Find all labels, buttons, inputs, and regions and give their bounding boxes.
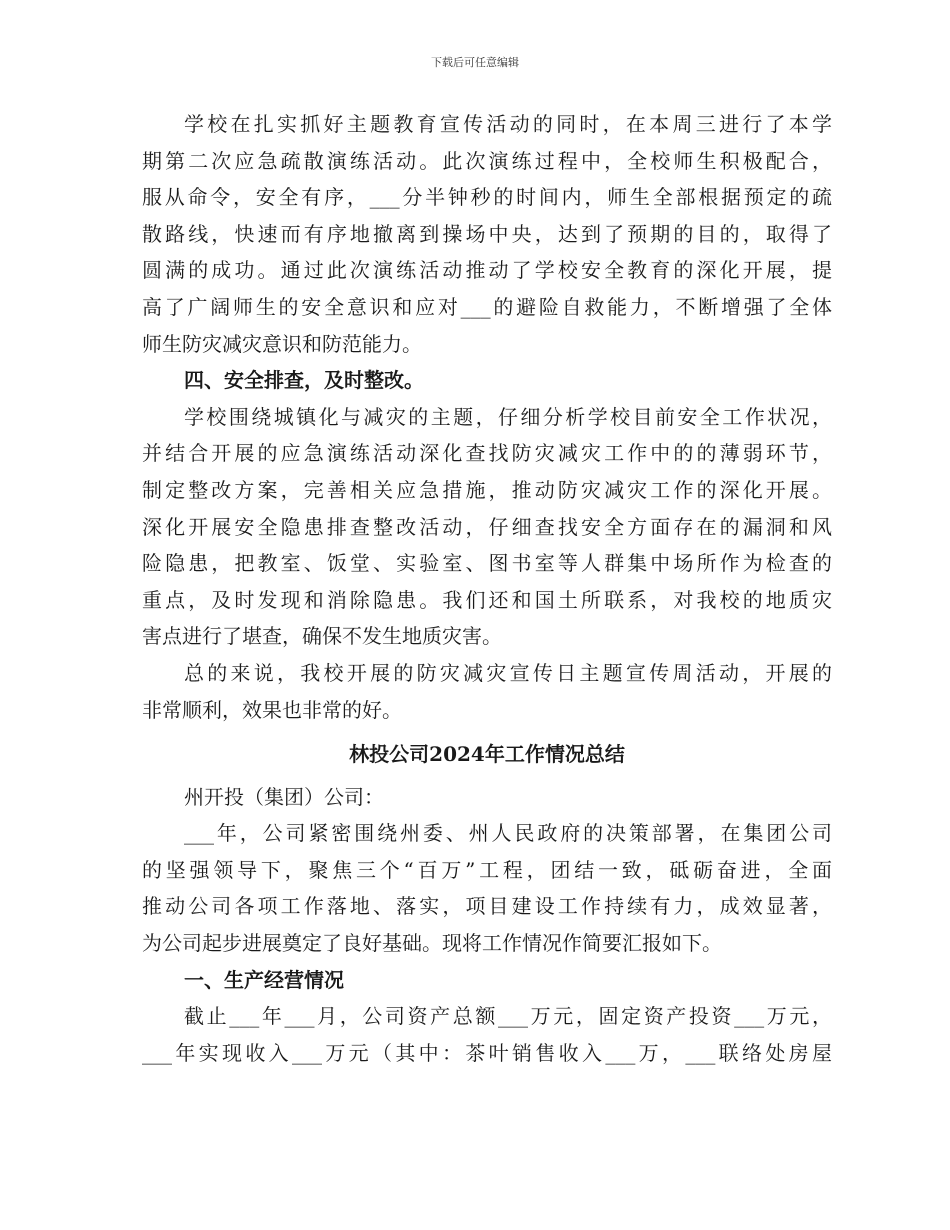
text-line: 害点进行了堪查，确保不发生地质灾害。: [142, 624, 502, 649]
text-line: 非常顺利，效果也非常的好。: [142, 697, 402, 722]
text-line: ___年，公司紧密围绕州委、州人民政府的决策部署，在集团公司: [184, 821, 832, 846]
text-line: 总的来说，我校开展的防灾减灾宣传日主题宣传周活动，开展的: [184, 660, 832, 685]
section-heading: 四、安全排查，及时整改。: [184, 368, 424, 393]
text-line: 重点，及时发现和消除隐患。我们还和国土所联系，对我校的地质灾: [142, 587, 832, 612]
text-line: 州开投（集团）公司：: [184, 784, 384, 809]
text-line: 服从命令，安全有序，___分半钟秒的时间内，师生全部根据预定的疏: [142, 185, 832, 210]
section-heading: 一、生产经营情况: [184, 967, 344, 992]
text-line: 高了广阔师生的安全意识和应对___的避险自救能力，不断增强了全体: [142, 294, 832, 319]
text-line: 散路线，快速而有序地撤离到操场中央，达到了预期的目的，取得了: [142, 221, 832, 246]
text-line: 为公司起步进展奠定了良好基础。现将工作情况作简要汇报如下。: [142, 931, 722, 956]
text-line: 学校在扎实抓好主题教育宣传活动的同时，在本周三进行了本学: [184, 112, 832, 136]
text-line: 深化开展安全隐患排查整改活动，仔细查找安全方面存在的漏洞和风: [142, 514, 832, 539]
text-line: 推动公司各项工作落地、落实，项目建设工作持续有力，成效显著，: [142, 894, 832, 919]
document-title: 林投公司2024年工作情况总结: [349, 742, 625, 767]
text-line: 制定整改方案，完善相关应急措施，推动防灾减灾工作的深化开展。: [142, 477, 832, 502]
text-line: 险隐患，把教室、饭堂、实验室、图书室等人群集中场所作为检查的: [142, 551, 832, 576]
text-line: 师生防灾减灾意识和防范能力。: [142, 331, 422, 356]
document-body: [142, 106, 832, 1071]
text-line: 的坚强领导下，聚焦三个“百万”工程，团结一致，砥砺奋进，全面: [142, 857, 832, 882]
text-line: 圆满的成功。通过此次演练活动推动了学校安全教育的深化开展，提: [142, 258, 832, 283]
text-line: 学校围绕城镇化与减灾的主题，仔细分析学校目前安全工作状况，: [184, 404, 832, 429]
text-line: 并结合开展的应急演练活动深化查找防灾减灾工作中的的薄弱环节，: [142, 441, 832, 466]
page-header: 下载后可任意编辑: [431, 56, 519, 69]
text-line: ___年实现收入___万元（其中：茶叶销售收入___万，___联络处房屋: [142, 1040, 832, 1065]
text-line: 截止___年___月，公司资产总额___万元，固定资产投资___万元，: [184, 1004, 832, 1029]
text-line: 期第二次应急疏散演练活动。此次演练过程中，全校师生积极配合，: [142, 148, 832, 173]
